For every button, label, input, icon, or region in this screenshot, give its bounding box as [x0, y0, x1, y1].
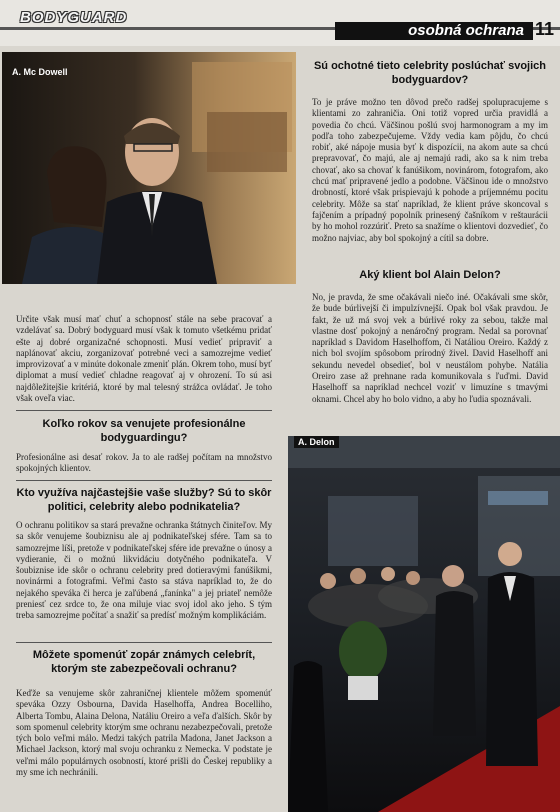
question-clients: Kto využíva najčastejšie vaše služby? Sú to skôr politici, celebrity alebo podnikatelia? — [16, 487, 272, 513]
intro-paragraph-text: Určite však musí mať chuť a schopnosť stále na sebe pracovať a vzdelávať sa. Dobrý bodyguard musí však k tomuto všetkému pridať ešte aj dobré organizačné schopnosti. Musí vedieť pripraviť a naplánovať akciu, zorganizovať potrebné veci a samozrejme vedieť improvizovať a v minúte dokonale zmeniť plán. Okrem toho, musí byť diplomat a musí vedieť chladne reagovať aj v ohrození. To sú asi najdôležitejšie kritériá, ktoré by mal telesný strážca ovládať. Je toho však oveľa viac. — [16, 314, 272, 404]
question-alain-delon: Aký klient bol Alain Delon? — [359, 269, 501, 281]
magazine-brand: BODYGUARD — [20, 9, 128, 26]
photo-delon — [288, 436, 560, 812]
question-years: Koľko rokov sa venujete profesionálne bodyguardingu? — [42, 418, 246, 444]
intro-paragraph — [16, 314, 272, 404]
photo-caption-delon: A. Delon — [294, 436, 339, 448]
page-header — [0, 0, 560, 46]
answer-alain-delon-text: No, je pravda, že sme očakávali niečo iné. Očakávali sme skôr, že bude búrlivejší či impulzívnejší. Opak bol však pravdou. Je fakt, že už má svoj vek a búrlivé roky za sebou, takže mal vlastne dosť pokojný a nenáročný program. Nedal sa porovnať napríklad s Davidom Haselhoffom, či Natáliou Oreiro. Každý z nich bol svojím spôsobom prírodný živel. David Haselhoff ani sekundu nevedel obsedieť, bol v neustálom pohybe. Natália Oreiro zase až prehnane rada komunikovala s ľuďmi. David Haselhoff sa napríklad nechcel voziť v limuzíne s tmavými oknami. Chcel aby ho bolo vidno, a aby ho ľudia spoznávali. — [312, 292, 548, 404]
answer-years-text: Profesionálne asi desať rokov. Ja to ale radšej počítam na množstvo spokojných klientov. — [16, 452, 272, 474]
page-number: 11 — [535, 19, 555, 39]
question-famous: Môžete spomenúť zopár známych celebrít, ktorým ste zabezpečovali ochranu? — [32, 649, 256, 675]
divider — [16, 480, 272, 481]
answer-years — [16, 452, 272, 475]
answer-clients-text: O ochranu politikov sa stará prevažne ochranka štátnych činiteľov. My sa skôr venujeme šoubiznisu ale aj podnikateľskej sfére. Tam sa to samozrejme líši, pretože v podnikateľskej sfére ide prevažne o únosy a vydieranie, či o možnú likvidáciu dotyčného podnikateľa. V šoubiznise ide skôr o ochranu celebrity pred dotieravými fanúšikmi, novinármi a fotografmi. Veľmi často sa stáva napríklad to, že do nejakého speváka či herca je zaľúbená „fanínka" a jej priateľ nemôže preniesť cez srdce to, že ona miluje viac svoj idol ako jeho. S tým treba samozrejme počítať a snažiť sa predísť možným komplikáciám. — [16, 520, 272, 621]
answer-celebrity-obey — [312, 97, 548, 244]
divider — [16, 410, 272, 411]
answer-famous-text: Keďže sa venujeme skôr zahraničnej klientele môžem spomenúť speváka Ozzy Osbourna, Davida Haselhoffa, Andrea Bocelliho, Alberta Tombu, Alaina Delona, Natáliu Oreiro a veľa ďalších. Skôr by som spomenul celebrity ktorým sme ochranu nezabezpečovali, pretože tých bolo veľmi málo. Medzi takých patrila Madona, Janet Jackson a Michael Jackson, ktorý mal svoju ochranku z Nemecka. V podstate je veľmi málo populárnych osobností, ktoré prišli do Českej republiky a my sme ich nechránili. — [16, 688, 272, 778]
photo-delon-image — [288, 436, 560, 812]
divider — [16, 642, 272, 643]
answer-clients — [16, 520, 272, 622]
section-title: osobná ochrana — [408, 22, 524, 39]
question-celebrity-obey: Sú ochotné tieto celebrity poslúchať svojich bodyguardov? — [313, 60, 547, 86]
photo-caption-mcdowell: A. Mc Dowell — [12, 67, 68, 77]
answer-alain-delon — [312, 292, 548, 405]
answer-celebrity-obey-text: To je práve možno ten dôvod prečo radšej spolupracujeme s klientami zo zahraničia. Oni totiž vopred určia pravidlá a povedia čo chcú. Väčšinou pošlú svoj harmonogram a my im podľa toho zabezpečujeme. Vždy vedia kam pôjdu, čo chcú robiť, aké nápoje musia byť k dispozícii, na akom aute sa chcú prepravovať, čo majú, ale aj nemajú radi, ako sa k nim treba chovať, ako sa chovať k fanúšikom, novinárom, fotografom, ako chcú mať pripravené jedlo a podobne. Väčšinou ide o množstvo drobností, ktoré však prispievajú k pohode a príjemnému pocitu celebrity. Môže sa stať napríklad, že klient práve skoncoval s fajčením a prípadný popolník prinesený čašníkom v reštaurácii by ho mohol rozzúriť. Preto sa snažíme o klientovi dozvedieť, čo možno najviac, aby bol spokojný a cítil sa dobre. — [312, 97, 548, 243]
photo-mcdowell — [2, 52, 296, 284]
answer-famous — [16, 688, 272, 778]
photo-mcdowell-image — [2, 52, 296, 284]
